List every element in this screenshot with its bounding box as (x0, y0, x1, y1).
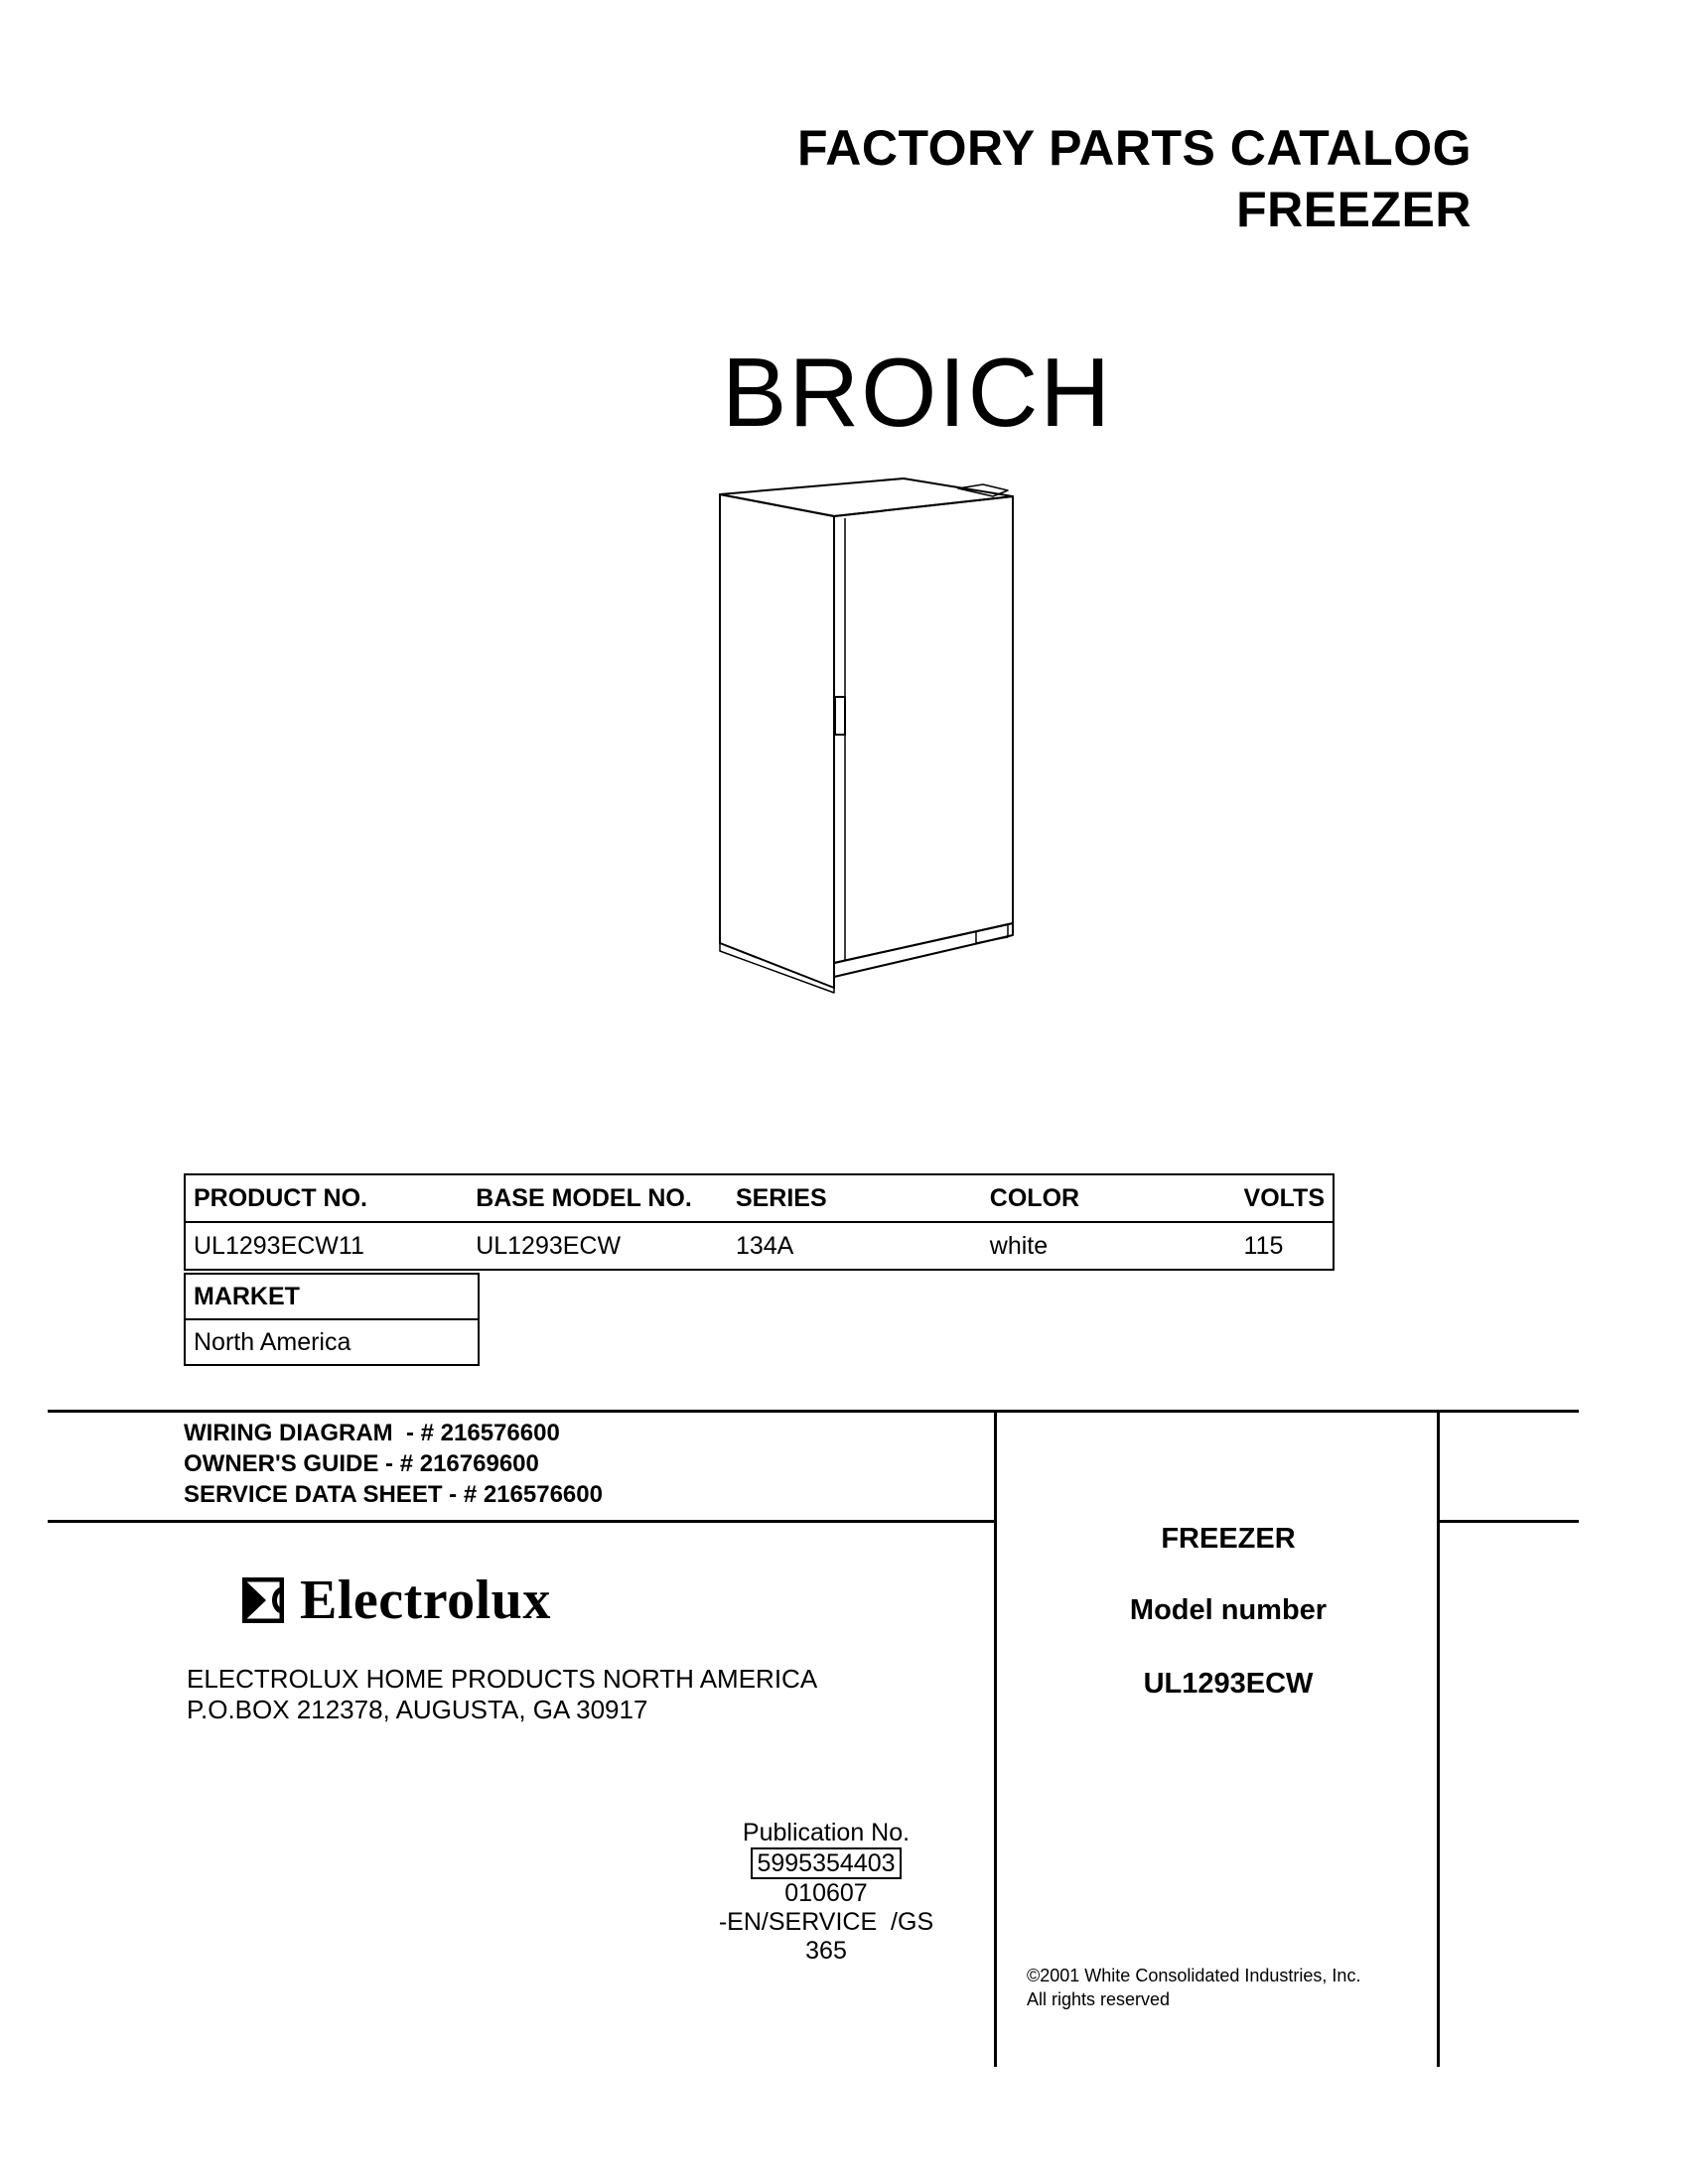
copyright (1027, 1964, 1360, 2011)
electrolux-logo (242, 1570, 551, 1630)
document-references (184, 1418, 603, 1510)
product-table (184, 1173, 1335, 1271)
catalog-title-line2: FREEZER (1236, 182, 1472, 237)
market-table (184, 1273, 480, 1366)
publication-label: Publication No. (742, 1819, 911, 1846)
model-number: UL1293ECW (1143, 1668, 1314, 1700)
brand-title: BROICH (722, 338, 1113, 447)
divider-middle-right (1438, 1520, 1579, 1523)
header-color: COLOR (982, 1174, 1236, 1222)
catalog-title (797, 117, 1472, 240)
catalog-title-line1: FACTORY PARTS CATALOG (796, 120, 1472, 176)
header-volts: VOLTS (1236, 1174, 1334, 1222)
electrolux-logo-text: Electrolux (300, 1570, 551, 1631)
publication-block (712, 1819, 940, 1966)
market-row (185, 1319, 479, 1365)
publication-page: 365 (805, 1937, 847, 1965)
model-type: FREEZER (1161, 1523, 1296, 1555)
electrolux-logo-icon (242, 1577, 284, 1623)
divider-middle-left (48, 1520, 995, 1523)
manufacturer-name: ELECTROLUX HOME PRODUCTS NORTH AMERICA (187, 1664, 818, 1694)
market-header-row (185, 1274, 479, 1319)
header-base-model-no: BASE MODEL NO. (468, 1174, 728, 1222)
service-data-sheet-ref: SERVICE DATA SHEET - # 216576600 (184, 1481, 603, 1508)
divider-vertical-right (1437, 1410, 1440, 2067)
wiring-diagram-ref: WIRING DIAGRAM - # 216576600 (184, 1420, 560, 1446)
divider-vertical-left (994, 1410, 997, 2067)
copyright-line2: All rights reserved (1027, 1989, 1171, 2009)
table-row (185, 1222, 1334, 1270)
cell-base-model-no: UL1293ECW (468, 1222, 728, 1270)
market-value: North America (185, 1319, 479, 1365)
table-header-row (185, 1174, 1334, 1222)
publication-number: 5995354403 (751, 1847, 901, 1879)
cell-color: white (982, 1222, 1236, 1270)
copyright-line1: ©2001 White Consolidated Industries, Inc. (1027, 1966, 1361, 1985)
upright-freezer-icon (710, 477, 1028, 1013)
cell-volts: 115 (1236, 1222, 1334, 1270)
market-header: MARKET (185, 1274, 479, 1319)
model-number-label: Model number (1129, 1594, 1328, 1626)
divider-top (48, 1410, 1579, 1413)
header-series: SERIES (728, 1174, 982, 1222)
owners-guide-ref: OWNER'S GUIDE - # 216769600 (184, 1450, 539, 1477)
cell-series: 134A (728, 1222, 982, 1270)
manufacturer-address: P.O.BOX 212378, AUGUSTA, GA 30917 (187, 1695, 648, 1724)
cell-product-no: UL1293ECW11 (185, 1222, 468, 1270)
publication-code: -EN/SERVICE /GS (718, 1908, 934, 1936)
publication-date: 010607 (784, 1879, 868, 1907)
manufacturer-info (187, 1664, 817, 1725)
header-product-no: PRODUCT NO. (185, 1174, 468, 1222)
